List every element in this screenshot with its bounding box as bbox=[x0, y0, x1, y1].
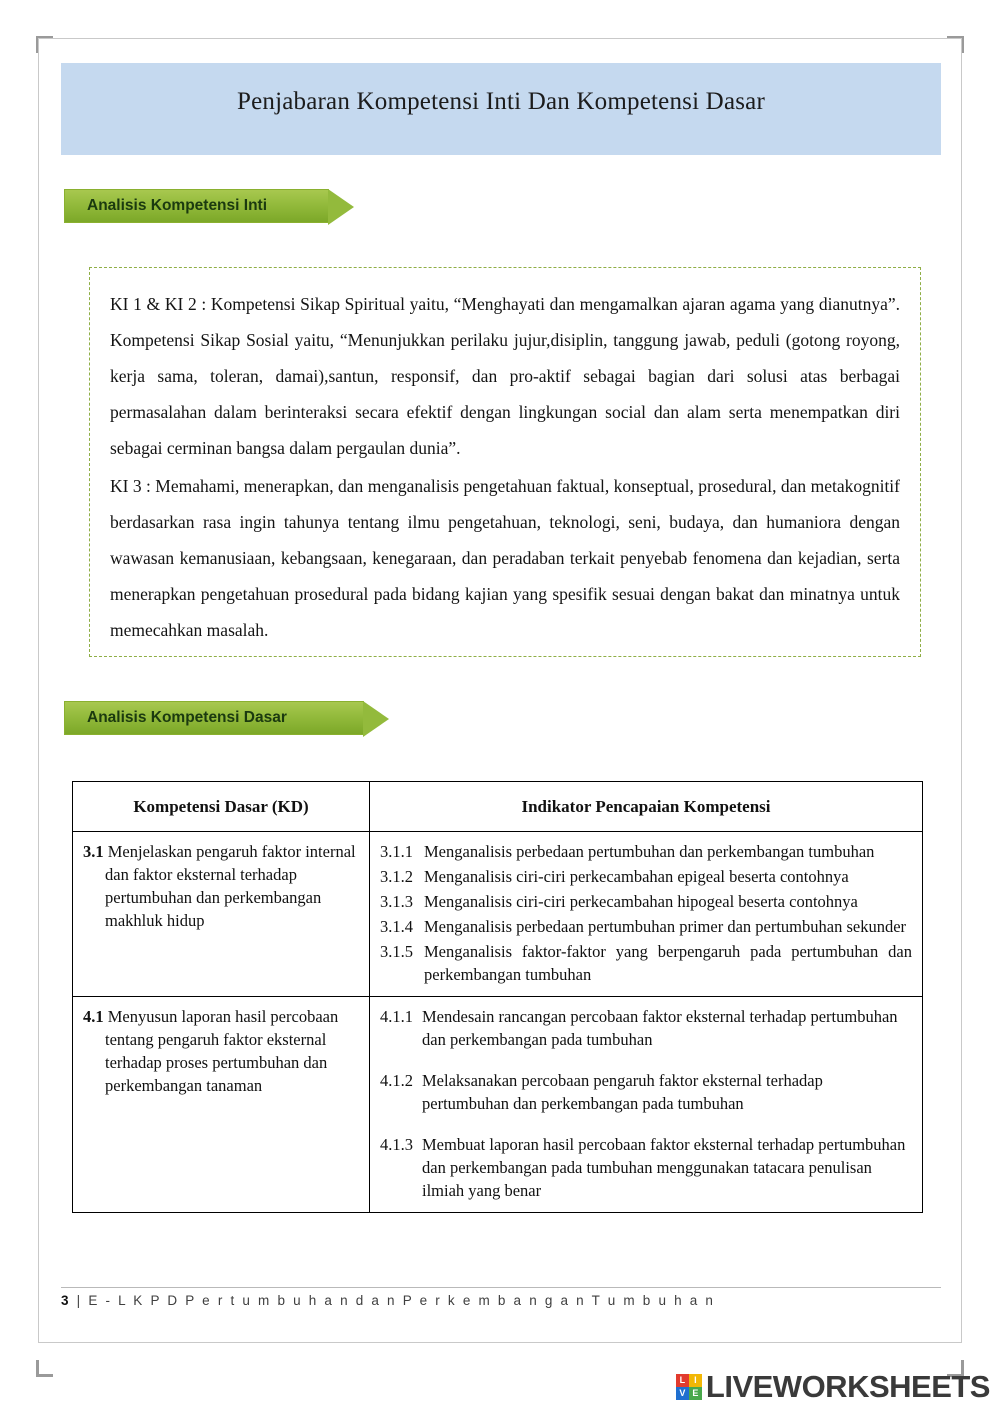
list-item bbox=[380, 840, 912, 863]
table-header-kd: Kompetensi Dasar (KD) bbox=[73, 782, 370, 832]
kd-text-3-1: Menjelaskan pengaruh faktor internal dan faktor eksternal terhadap pertumbuhan dan perkembangan makhluk hidup bbox=[105, 842, 356, 930]
footer-text: E - L K P D P e r t u m b u h a n d a n P e r k e m b a n g a n T u m b u h a n bbox=[88, 1293, 716, 1308]
liveworksheets-watermark bbox=[676, 1369, 990, 1405]
section-heading-kompetensi-inti-label: Analisis Kompetensi Inti bbox=[87, 197, 268, 214]
logo-square-e: E bbox=[689, 1387, 702, 1400]
section-heading-kompetensi-dasar-label: Analisis Kompetensi Dasar bbox=[87, 709, 287, 726]
table-row bbox=[73, 997, 923, 1213]
indicator-text: Menganalisis perbedaan pertumbuhan dan perkembangan tumbuhan bbox=[424, 842, 875, 861]
ki-paragraph-1: KI 1 & KI 2 : Kompetensi Sikap Spiritual yaitu, “Menghayati dan mengamalkan ajaran agama yang dianutnya”. Kompetensi Sikap Sosial yaitu, “Menunjukkan perilaku jujur,disiplin, tanggung jawab, peduli (gotong royong, kerja sama, toleran, damai),santun, responsif, dan pro-aktif sebagai bagian dari solusi atas berbagai permasalahan dalam berinteraksi secara efektif dengan lingkungan social dan alam serta menempatkan diri sebagai cerminan bangsa dalam pergaulan dunia”. bbox=[110, 294, 900, 458]
indicator-text: Melaksanakan percobaan pengaruh faktor eksternal terhadap pertumbuhan dan perkembangan pada tumbuhan bbox=[422, 1071, 823, 1113]
section-heading-kompetensi-inti bbox=[64, 189, 329, 223]
spacer bbox=[380, 1053, 912, 1067]
spacer bbox=[380, 1117, 912, 1131]
list-item bbox=[380, 865, 912, 888]
indicator-number: 4.1.1 bbox=[380, 1007, 413, 1026]
liveworksheets-logo-icon bbox=[676, 1374, 702, 1400]
logo-square-l: L bbox=[676, 1374, 689, 1387]
worksheet-page bbox=[38, 38, 962, 1343]
list-item bbox=[380, 890, 912, 913]
indicator-number: 4.1.2 bbox=[380, 1071, 413, 1090]
table-row bbox=[73, 832, 923, 997]
kd-number-4-1: 4.1 bbox=[83, 1007, 104, 1026]
indicator-text: Membuat laporan hasil percobaan faktor eksternal terhadap pertumbuhan dan perkembangan pada tumbuhan menggunakan tatacara penulisan ilmiah yang benar bbox=[422, 1135, 906, 1200]
indicator-cell-3-1 bbox=[370, 832, 923, 997]
list-item bbox=[380, 940, 912, 986]
page-title-banner bbox=[61, 63, 941, 155]
logo-square-i: I bbox=[689, 1374, 702, 1387]
list-item bbox=[380, 1133, 912, 1202]
page-footer bbox=[61, 1287, 941, 1308]
table-header-row bbox=[73, 782, 923, 832]
list-item bbox=[380, 1069, 912, 1115]
indicator-number: 3.1.5 bbox=[380, 942, 413, 961]
kompetensi-inti-box bbox=[89, 267, 921, 657]
indicator-number: 4.1.3 bbox=[380, 1135, 413, 1154]
footer-page-number: 3 bbox=[61, 1293, 71, 1308]
footer-separator: | bbox=[76, 1293, 83, 1308]
kd-cell-3-1 bbox=[73, 832, 370, 997]
indicator-text: Menganalisis ciri-ciri perkecambahan hipogeal beserta contohnya bbox=[424, 892, 858, 911]
indicator-text: Menganalisis perbedaan pertumbuhan primer dan pertumbuhan sekunder bbox=[424, 917, 907, 936]
indicator-text: Menganalisis faktor-faktor yang berpengaruh pada pertumbuhan dan perkembangan tumbuhan bbox=[424, 942, 912, 984]
indicator-cell-4-1 bbox=[370, 997, 923, 1213]
ki-paragraph-2: KI 3 : Memahami, menerapkan, dan menganalisis pengetahuan faktual, konseptual, prosedural, dan metakognitif berdasarkan rasa ingin tahunya tentang ilmu pengetahuan, teknologi, seni, budaya, dan humaniora dengan wawasan kemanusiaan, kebangsaan, kenegaraan, dan peradaban terkait penyebab fenomena dan kejadian, serta menerapkan pengetahuan prosedural pada bidang kajian yang spesifik sesuai dengan bakat dan minatnya untuk memecahkan masalah. bbox=[110, 476, 900, 640]
indicator-number: 3.1.1 bbox=[380, 842, 413, 861]
section-heading-kompetensi-dasar bbox=[64, 701, 364, 735]
list-item bbox=[380, 915, 912, 938]
kd-cell-4-1 bbox=[73, 997, 370, 1213]
crop-mark-bottom-left bbox=[36, 1360, 53, 1377]
liveworksheets-brand-text: LIVEWORKSHEETS bbox=[705, 1369, 990, 1404]
page-title: Penjabaran Kompetensi Inti Dan Kompetensi Dasar bbox=[236, 88, 765, 115]
kd-number-3-1: 3.1 bbox=[83, 842, 104, 861]
indicator-number: 3.1.2 bbox=[380, 867, 413, 886]
list-item bbox=[380, 1005, 912, 1051]
table-header-indikator: Indikator Pencapaian Kompetensi bbox=[370, 782, 923, 832]
indicator-number: 3.1.3 bbox=[380, 892, 413, 911]
kompetensi-dasar-table bbox=[72, 781, 923, 1213]
indicator-number: 3.1.4 bbox=[380, 917, 413, 936]
kd-text-4-1: Menyusun laporan hasil percobaan tentang pengaruh faktor eksternal terhadap proses pertumbuhan dan perkembangan tanaman bbox=[105, 1007, 339, 1095]
logo-square-v: V bbox=[676, 1387, 689, 1400]
indicator-text: Menganalisis ciri-ciri perkecambahan epigeal beserta contohnya bbox=[424, 867, 849, 886]
indicator-text: Mendesain rancangan percobaan faktor eksternal terhadap pertumbuhan dan perkembangan pada tumbuhan bbox=[422, 1007, 898, 1049]
